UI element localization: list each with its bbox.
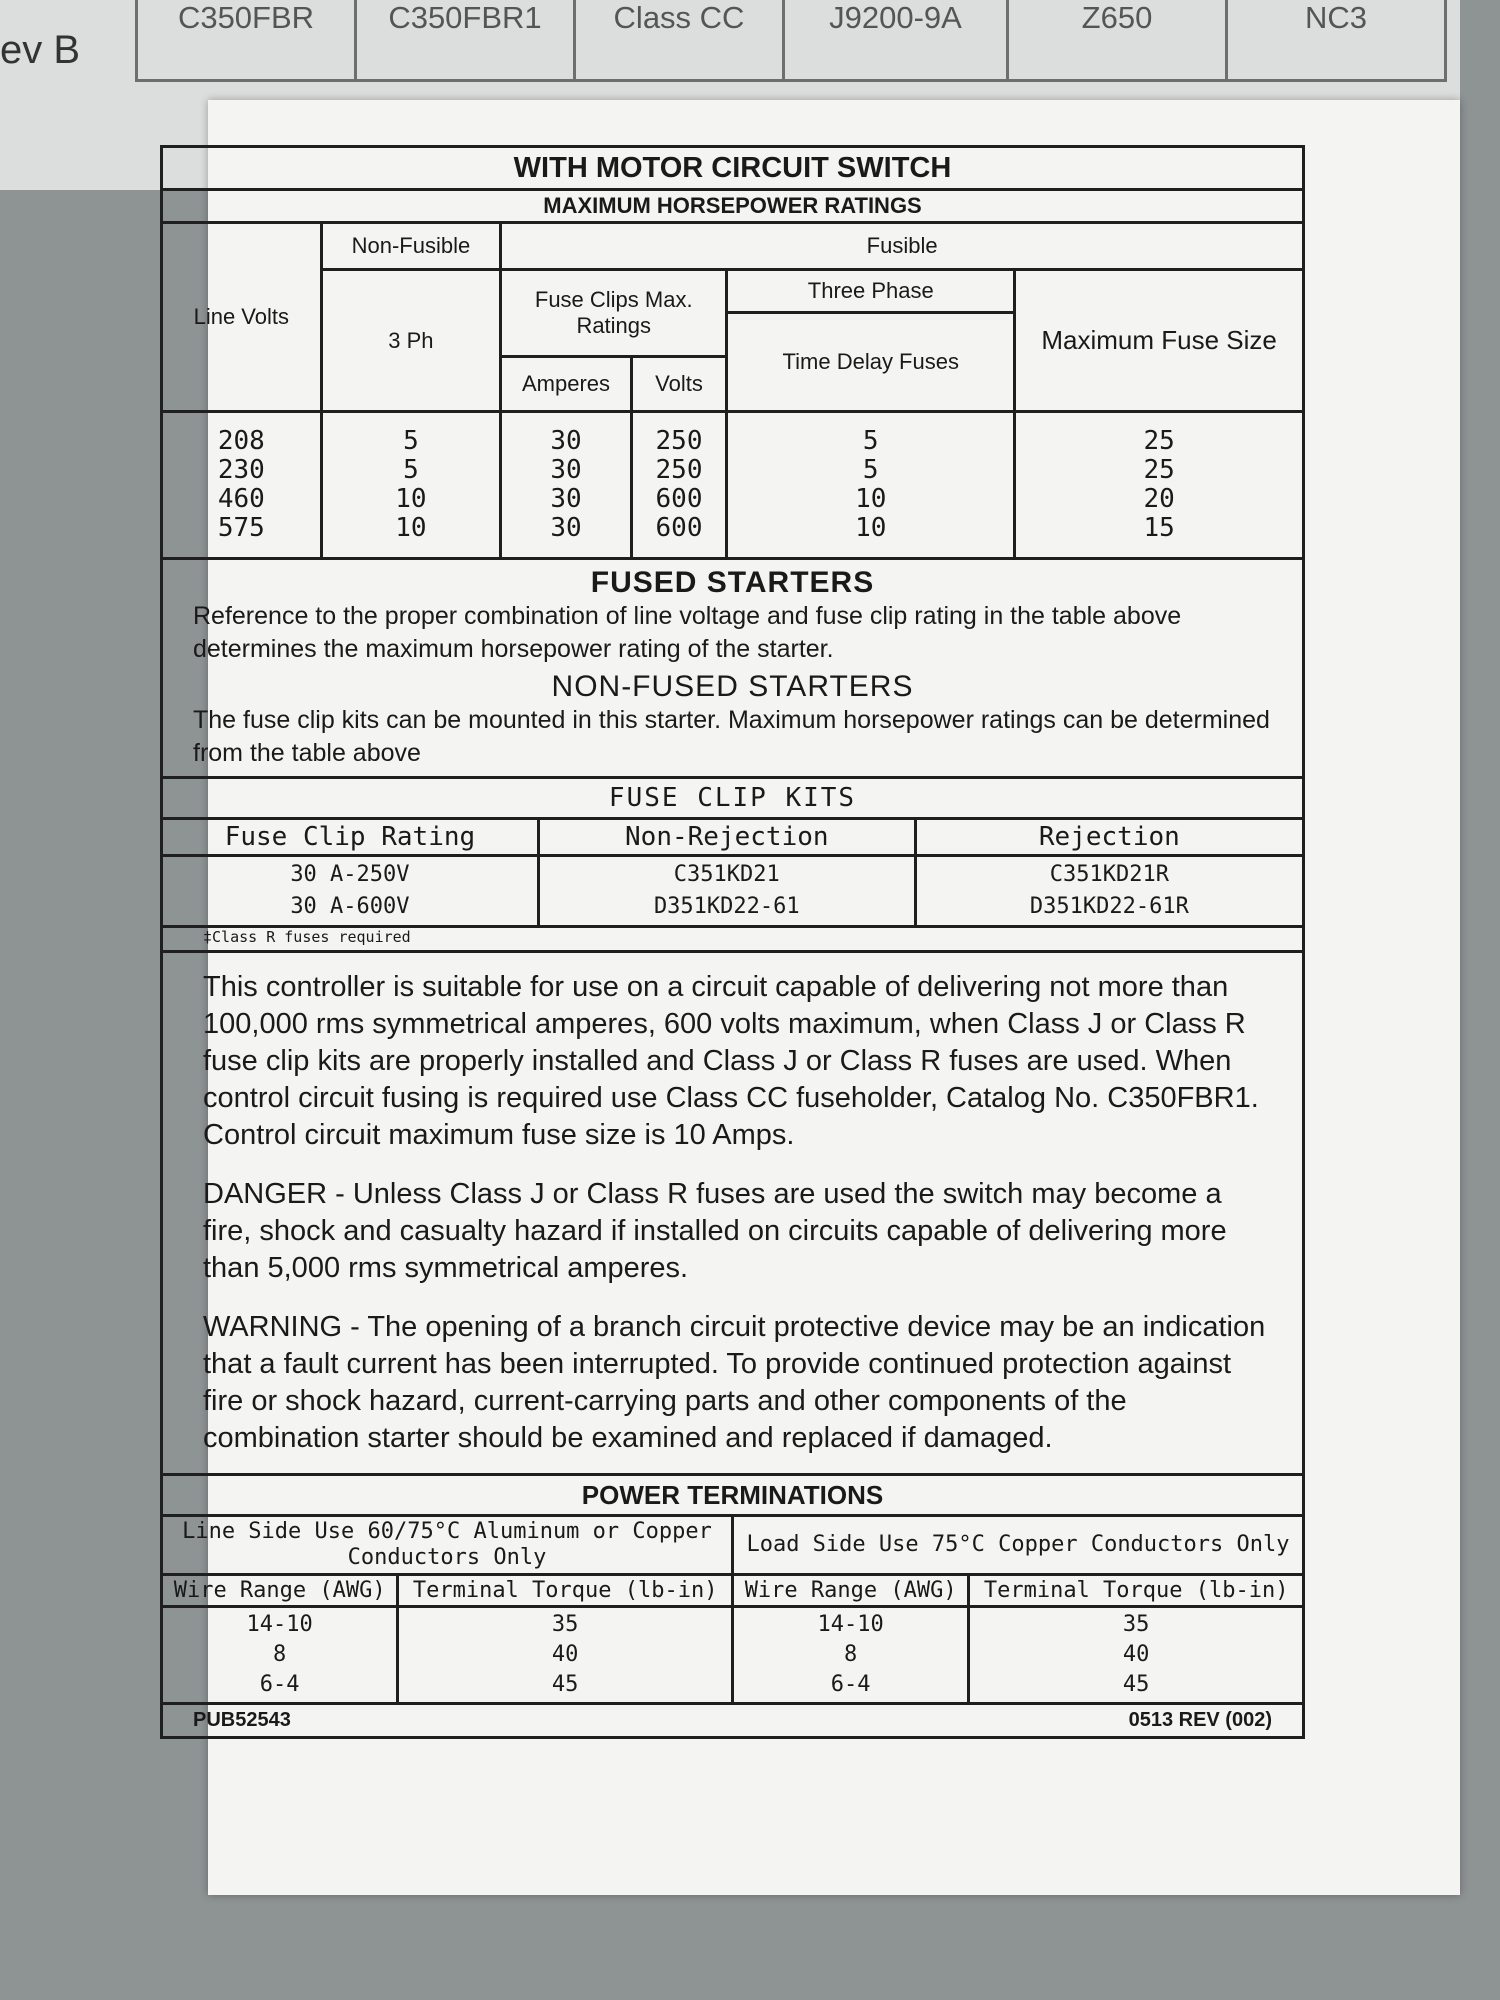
fusible-header: Fusible bbox=[501, 223, 1304, 270]
non-fusible-header: Non-Fusible bbox=[321, 223, 501, 270]
label-panel bbox=[160, 145, 1305, 1739]
terminal-torque-value: 45 bbox=[551, 1672, 579, 1697]
time-delay-header: Time Delay Fuses bbox=[727, 313, 1015, 412]
class-r-note: ‡Class R fuses required bbox=[160, 928, 1305, 953]
top-cell: C350FBR bbox=[137, 0, 356, 81]
rating-table bbox=[160, 145, 1305, 560]
fuse-clip-kits-title: FUSE CLIP KITS bbox=[162, 778, 1304, 819]
wire-range-value: 14-10 bbox=[246, 1612, 313, 1637]
fuse-clip-kits-table bbox=[160, 776, 1305, 928]
fused-starters-title: FUSED STARTERS bbox=[590, 566, 875, 599]
non-fusible-value: 5 bbox=[403, 426, 419, 456]
non-fusible-value: 5 bbox=[403, 455, 419, 485]
amperes-value: 30 bbox=[550, 455, 582, 485]
wire-range-value: 8 bbox=[273, 1642, 287, 1667]
power-terminations-table bbox=[160, 1473, 1305, 1705]
terminal-torque-value: 35 bbox=[551, 1612, 579, 1637]
time-delay-value: 10 bbox=[855, 484, 887, 514]
top-cell: Class CC bbox=[575, 0, 784, 81]
terminal-torque-value: 40 bbox=[1122, 1642, 1150, 1667]
rejection-value: D351KD22-61R bbox=[1029, 894, 1189, 919]
line-volts-value: 230 bbox=[217, 455, 265, 485]
non-rejection-value: D351KD22-61 bbox=[653, 894, 800, 919]
label-footer bbox=[160, 1705, 1305, 1739]
volts-value: 600 bbox=[655, 484, 703, 514]
wire-range-value: 6-4 bbox=[259, 1672, 300, 1697]
fused-starters-text: Reference to the proper combination of line voltage and fuse clip rating in the table above determines the maximum horsepower rating of the starter. bbox=[193, 602, 1182, 663]
fused-starters-section bbox=[160, 560, 1305, 776]
max-fuse-value: 25 bbox=[1143, 426, 1175, 456]
line-volts-value: 575 bbox=[217, 513, 265, 543]
rating-subtitle: MAXIMUM HORSEPOWER RATINGS bbox=[162, 190, 1304, 223]
terminal-torque-value: 40 bbox=[551, 1642, 579, 1667]
time-delay-value: 10 bbox=[855, 513, 887, 543]
wire-range-header: Wire Range (AWG) bbox=[162, 1575, 398, 1607]
rating-title: WITH MOTOR CIRCUIT SWITCH bbox=[162, 147, 1304, 190]
fuse-clips-header: Fuse Clips Max. Ratings bbox=[501, 270, 727, 357]
three-ph-header: 3 Ph bbox=[321, 270, 501, 412]
max-fuse-value: 25 bbox=[1143, 455, 1175, 485]
top-cell: C350FBR1 bbox=[356, 0, 575, 81]
danger-paragraph: DANGER - Unless Class J or Class R fuses are used the switch may become a fire, shock and casualty hazard if installed on circuits capable of delivering more than 5,000 rms symmetrical amperes. bbox=[203, 1178, 1227, 1284]
terminal-torque-header: Terminal Torque (lb-in) bbox=[398, 1575, 733, 1607]
volts-value: 250 bbox=[655, 426, 703, 456]
non-fused-starters-text: The fuse clip kits can be mounted in this starter. Maximum horsepower ratings can be determined from the table above bbox=[193, 706, 1270, 767]
top-cell: NC3 bbox=[1227, 0, 1446, 81]
time-delay-value: 5 bbox=[862, 455, 879, 485]
three-phase-header: Three Phase bbox=[727, 270, 1015, 313]
max-fuse-header: Maximum Fuse Size bbox=[1015, 270, 1304, 412]
terminal-torque-value: 45 bbox=[1122, 1672, 1150, 1697]
power-terminations-title: POWER TERMINATIONS bbox=[162, 1475, 1304, 1516]
terminal-torque-header: Terminal Torque (lb-in) bbox=[969, 1575, 1304, 1607]
fuse-clip-rating-header: Fuse Clip Rating bbox=[162, 819, 539, 856]
controller-paragraph: This controller is suitable for use on a circuit capable of delivering not more than 100,000 rms symmetrical amperes, 600 volts maximum, when Class J or Class R fuse clip kits are properly installed and Class J or Class R fuses are used. When control circuit fusing is required use Class CC fuseholder, Catalog No. C350FBR1. Control circuit maximum fuse size is 10 Amps. bbox=[203, 971, 1259, 1151]
wire-range-value: 14-10 bbox=[817, 1612, 884, 1637]
rejection-header: Rejection bbox=[915, 819, 1303, 856]
fuse-clip-rating-value: 30 A-600V bbox=[290, 894, 410, 919]
notice-section bbox=[160, 953, 1305, 1473]
fuse-clip-rating-value: 30 A-250V bbox=[290, 862, 410, 887]
line-volts-value: 460 bbox=[217, 484, 265, 514]
top-cell: J9200-9A bbox=[784, 0, 1008, 81]
part-number: PUB52543 bbox=[193, 1709, 291, 1731]
non-fusible-value: 10 bbox=[395, 513, 427, 543]
rejection-value: C351KD21R bbox=[1049, 862, 1169, 887]
warning-paragraph: WARNING - The opening of a branch circuit protective device may be an indication that a fault current has been interrupted. To provide continued protection against fire or shock hazard, current-carrying parts and other components of the combination starter should be examined and replaced if damaged. bbox=[203, 1311, 1266, 1454]
terminal-torque-value: 35 bbox=[1122, 1612, 1150, 1637]
non-rejection-value: C351KD21 bbox=[673, 862, 780, 887]
rev-text: ev B bbox=[0, 28, 81, 72]
amperes-value: 30 bbox=[550, 426, 582, 456]
non-fusible-value: 10 bbox=[395, 484, 427, 514]
non-fused-starters-title: NON-FUSED STARTERS bbox=[551, 670, 914, 703]
load-side-header: Load Side Use 75°C Copper Conductors Only bbox=[732, 1516, 1303, 1575]
amperes-value: 30 bbox=[550, 484, 582, 514]
top-label-table bbox=[135, 0, 1447, 82]
volts-header: Volts bbox=[631, 357, 726, 412]
wire-range-value: 6-4 bbox=[830, 1672, 871, 1697]
amperes-header: Amperes bbox=[501, 357, 632, 412]
line-volts-header: Line Volts bbox=[162, 223, 322, 412]
line-side-header: Line Side Use 60/75°C Aluminum or Copper Conductors Only bbox=[162, 1516, 733, 1575]
amperes-value: 30 bbox=[550, 513, 582, 543]
max-fuse-value: 15 bbox=[1143, 513, 1175, 543]
time-delay-value: 5 bbox=[862, 426, 879, 456]
top-cell: Z650 bbox=[1008, 0, 1227, 81]
volts-value: 600 bbox=[655, 513, 703, 543]
wire-range-value: 8 bbox=[844, 1642, 858, 1667]
volts-value: 250 bbox=[655, 455, 703, 485]
revision-code: 0513 REV (002) bbox=[1128, 1709, 1272, 1731]
line-volts-value: 208 bbox=[217, 426, 265, 456]
max-fuse-value: 20 bbox=[1143, 484, 1175, 514]
wire-range-header: Wire Range (AWG) bbox=[732, 1575, 968, 1607]
non-rejection-header: Non-Rejection bbox=[538, 819, 915, 856]
